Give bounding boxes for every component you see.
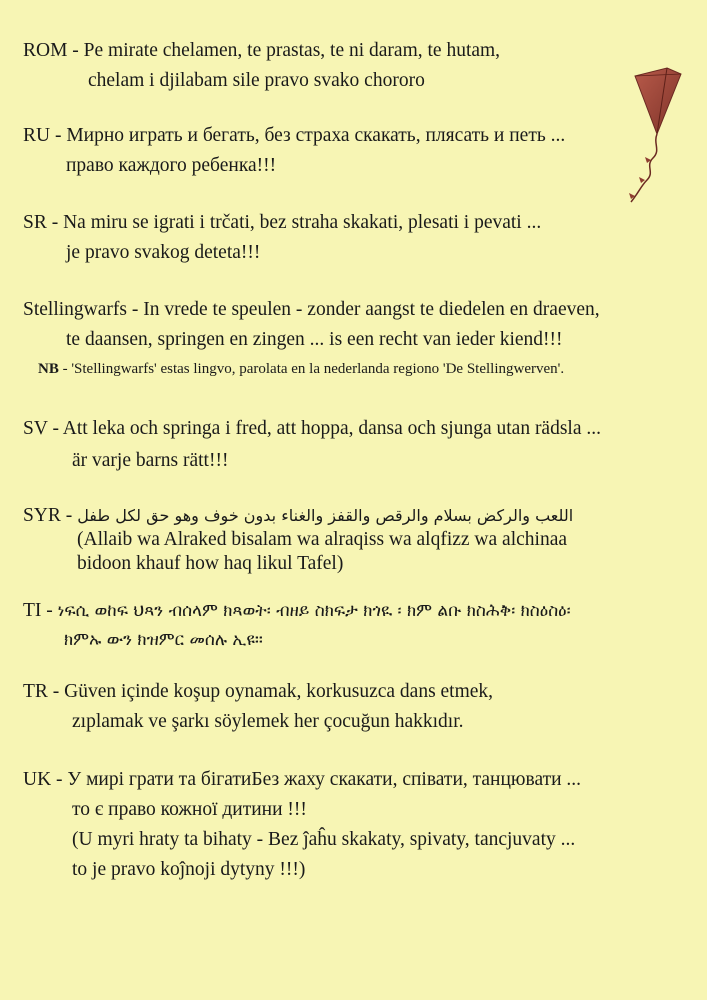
syr-line-3: bidoon khauf how haq likul Tafel) xyxy=(77,553,344,574)
syr-label: SYR - xyxy=(23,505,78,526)
sv-line-2: är varje barns rätt!!! xyxy=(72,450,229,471)
sv-line-1: SV - Att leka och springa i fred, att hoppa, dansa och sjunga utan rädsla ... xyxy=(23,418,602,439)
syr-line-2: (Allaib wa Alraked bisalam wa alraqiss wa alqfizz wa alchinaa xyxy=(77,529,568,550)
ru-line-2: право каждого ребенка!!! xyxy=(66,155,277,176)
nb-text: - 'Stellingwarfs' estas lingvo, parolata en la nederlanda regiono 'De Stellingwerven'. xyxy=(58,361,565,377)
uk-line-3: (U myri hraty ta bihaty - Bez ĵaĥu skakaty, spivaty, tancjuvaty ... xyxy=(72,829,576,850)
nb-label: NB xyxy=(38,361,59,377)
nb-note xyxy=(38,361,564,378)
sr-line-2: je pravo svakog deteta!!! xyxy=(66,242,261,263)
ru-line-1: RU - Мирно играть и бегать, без страха скакать, плясать и петь ... xyxy=(23,125,566,146)
stellingwarfs-line-2: te daansen, springen en zingen ... is een recht van ieder kiend!!! xyxy=(66,329,563,350)
ti-label: TI - xyxy=(23,600,58,621)
rom-line-2: chelam i djilabam sile pravo svako chororo xyxy=(88,70,425,91)
uk-line-4: to je pravo koĵnoji dytyny !!!) xyxy=(72,859,306,880)
sr-line-1: SR - Na miru se igrati i trčati, bez straha skakati, plesati i pevati ... xyxy=(23,212,542,233)
ti-line-2: ክምኡ ውን ክዝምር መሰሉ ኢዩ። xyxy=(64,630,263,650)
ti-text: ነፍሲ ወከፍ ህጻን ብሰላም ክጻወት፡ ብዘይ ስክፍታ ክጎዪ ፡ ክም ልቡ ክስሕቅ፡ ክስዕስዕ፡ xyxy=(57,601,571,621)
tr-line-1: TR - Güven içinde koşup oynamak, korkusuzca dans etmek, xyxy=(23,681,494,702)
rom-line-1: ROM - Pe mirate chelamen, te prastas, te ni daram, te hutam, xyxy=(23,40,501,61)
uk-line-2: то є право кожної дитини !!! xyxy=(72,799,307,820)
syr-line-1 xyxy=(23,505,573,527)
kite-icon xyxy=(605,62,685,212)
uk-line-1: UK - У мирі грати та бігатиБез жаху скакати, співати, танцювати ... xyxy=(23,769,582,790)
syr-arabic-text: اللعب والركض بسلام والرقص والقفز والغناء بدون خوف وهو حق لكل طفل xyxy=(77,506,574,525)
stellingwarfs-line-1: Stellingwarfs - In vrede te speulen - zonder aangst te diedelen en draeven, xyxy=(23,299,600,320)
ti-line-1 xyxy=(23,600,571,622)
tr-line-2: zıplamak ve şarkı söylemek her çocuğun hakkıdır. xyxy=(72,711,464,732)
